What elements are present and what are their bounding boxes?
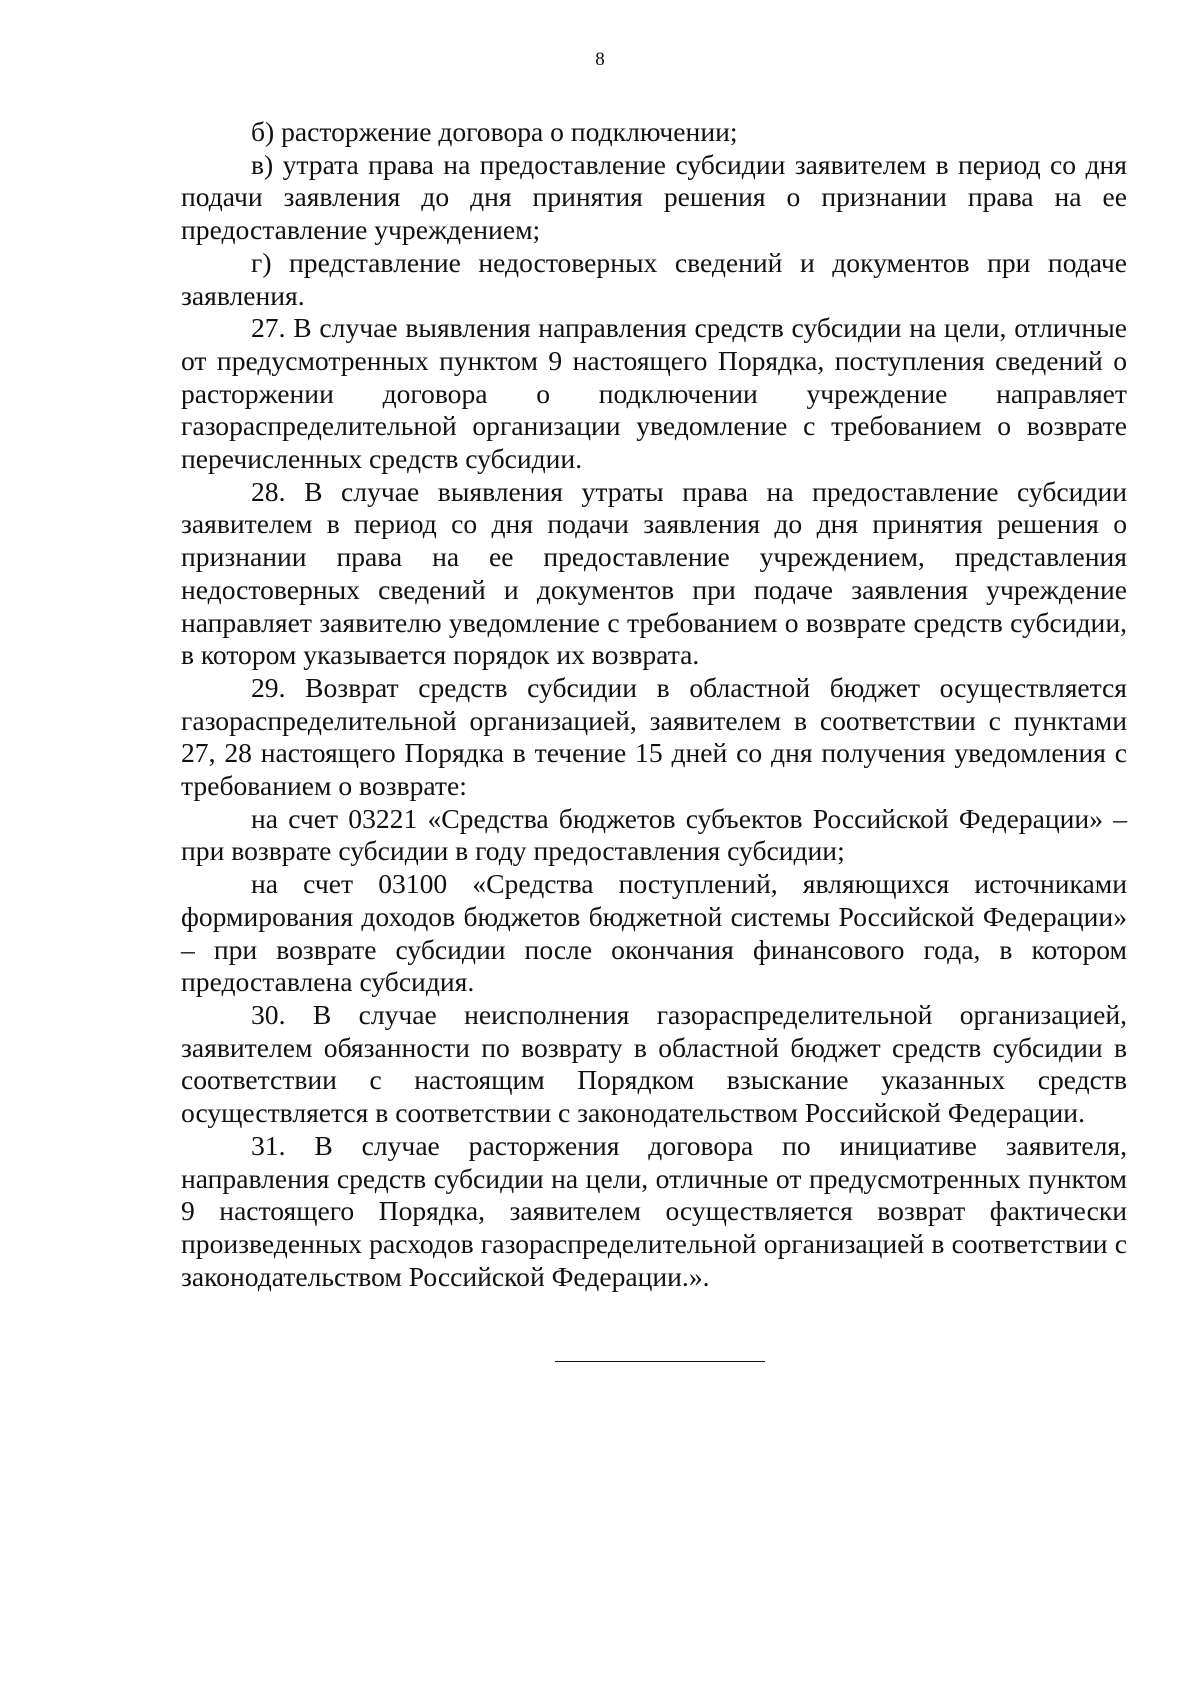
paragraph-28: 28. В случае выявления утраты права на предоставление субсидии заявителем в период со дня подачи заявления до дня принятия решения о признании права на ее предоставление учреждением, представления недостоверных сведений и документов при подаче заявления учреждение направляет заявителю уведомление с требованием о возврате средств субсидии, в котором указывается порядок их возврата.	[181, 475, 1127, 671]
clause-b: б) расторжение договора о подключении;	[251, 116, 738, 147]
paragraph-27: 27. В случае выявления направления средств субсидии на цели, отличные от предусмотренных пунктом 9 настоящего Порядка, поступления сведений о расторжении договора о подключении учреждение направляет газораспределительной организации уведомление с требованием о возврате перечисленных средств субсидии.	[181, 312, 1127, 475]
closing-rule	[555, 1361, 765, 1362]
paragraph-30: 30. В случае неисполнения газораспределительной организацией, заявителем обязанности по возврату в областной бюджет средств субсидии в соответствии с настоящим Порядком взыскание указанных средств осуществляется в соответствии с законодательством Российской Федерации.	[181, 998, 1127, 1129]
clause-g: г) представление недостоверных сведений и документов при подаче заявления.	[181, 246, 1127, 311]
page-number: 8	[595, 49, 605, 70]
account-03100-item: на счет 03100 «Средства поступлений, являющихся источниками формирования доходов бюджетов бюджетной системы Российской Федерации» – при возврате субсидии после окончания финансового года, в котором предоставлена субсидия.	[181, 868, 1127, 998]
paragraph-31: 31. В случае расторжения договора по инициативе заявителя, направления средств субсидии на цели, отличные от предусмотренных пунктом 9 настоящего Порядка, заявителем осуществляется возврат фактически произведенных расходов газораспределительной организацией в соответствии с законодательством Российской Федерации.».	[181, 1129, 1127, 1292]
account-03221-item: на счет 03221 «Средства бюджетов субъектов Российской Федерации» – при возврате субсидии в году предоставления субсидии;	[181, 802, 1127, 867]
paragraph-29: 29. Возврат средств субсидии в областной бюджет осуществляется газораспределительной организацией, заявителем в соответствии с пунктами 27, 28 настоящего Порядка в течение 15 дней со дня получения уведомления с требованием о возврате:	[181, 671, 1127, 802]
clause-v: в) утрата права на предоставление субсидии заявителем в период со дня подачи заявления до дня принятия решения о признании права на ее предоставление учреждением;	[181, 148, 1127, 246]
document-body	[181, 116, 1127, 1293]
